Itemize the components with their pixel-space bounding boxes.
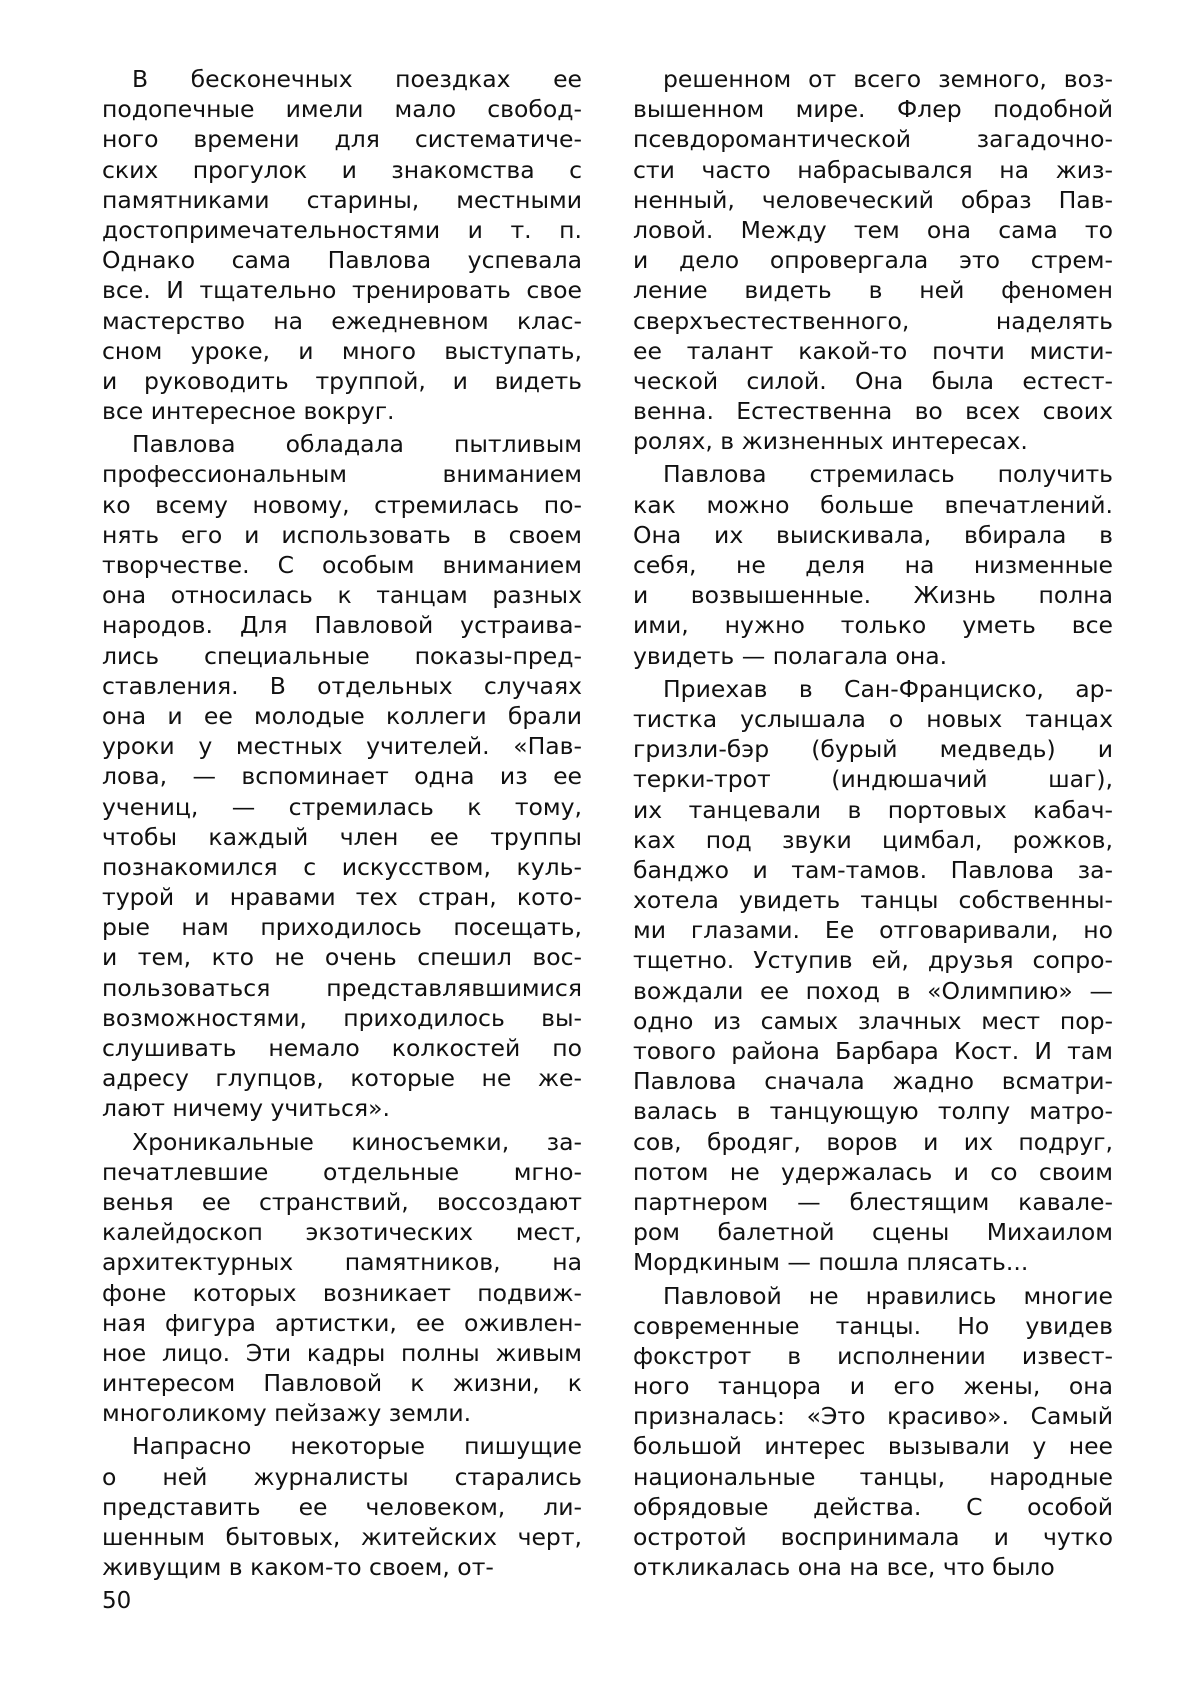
text-line: учениц, — стремилась к тому,	[102, 792, 582, 821]
text-line: и руководить труппой, и видеть	[102, 366, 582, 395]
text-line: В бесконечных поездках ее	[132, 65, 582, 93]
text-line: Мордкиным — пошла плясать...	[633, 1248, 1029, 1277]
text-line: ских прогулок и знакомства с	[102, 155, 582, 184]
text-line: одно из самых злачных мест пор-	[633, 1006, 1113, 1035]
text-line: пользоваться представлявшимися	[102, 973, 582, 1002]
text-line: все. И тщательно тренировать свое	[102, 276, 582, 305]
text-line: ми глазами. Ее отговаривали, но	[633, 916, 1113, 945]
text-line: ролях, в жизненных интересах.	[633, 427, 1028, 456]
text-line: уроки у местных учителей. «Пав-	[102, 732, 582, 761]
text-line: решенном от всего земного, воз-	[663, 65, 1113, 93]
text-line: ненный, человеческий образ Пав-	[633, 185, 1113, 214]
text-line: партнером — блестящим кавале-	[633, 1187, 1113, 1216]
text-line: лова, — вспоминает одна из ее	[102, 762, 582, 791]
text-line: Напрасно некоторые пишущие	[132, 1432, 582, 1461]
text-line: венна. Естественна во всех своих	[633, 397, 1113, 426]
text-line: представить ее человеком, ли-	[102, 1492, 582, 1521]
text-line: потом не удержалась и со своим	[633, 1157, 1113, 1186]
text-line: ках под звуки цимбал, рожков,	[633, 825, 1113, 854]
text-line: венья ее странствий, воссоздают	[102, 1187, 582, 1216]
text-line: ром балетной сцены Михаилом	[633, 1218, 1113, 1247]
text-line: ими, нужно только уметь все	[633, 611, 1113, 640]
text-line: Павлова стремилась получить	[663, 460, 1113, 489]
text-line: ее талант какой-то почти мисти-	[633, 336, 1113, 365]
text-line: памятниками старины, местными	[102, 185, 582, 214]
paragraph	[102, 1431, 582, 1585]
text-line: адресу глупцов, которые не же-	[102, 1064, 582, 1093]
text-line: слушивать немало колкостей по	[102, 1034, 582, 1062]
text-line: печатлевшие отдельные мгно-	[102, 1157, 582, 1186]
text-line: достопримечательностями и т. п.	[102, 215, 582, 244]
text-line: увидеть — полагала она.	[633, 641, 948, 670]
text-line: себя, не деля на низменные	[633, 551, 1113, 579]
text-line: сти часто набрасывался на жиз-	[633, 155, 1113, 184]
text-line: сов, бродяг, воров и их подруг,	[633, 1127, 1113, 1156]
text-line: архитектурных памятников, на	[102, 1248, 582, 1277]
text-line: многоликому пейзажу земли.	[102, 1399, 472, 1428]
paragraph	[633, 64, 1113, 459]
paragraph	[633, 459, 1113, 673]
text-line: интересом Павловой к жизни, к	[102, 1369, 582, 1398]
text-line: она и ее молодые коллеги брали	[102, 701, 582, 730]
text-line: фокстрот в исполнении извест-	[633, 1341, 1113, 1370]
paragraph	[102, 1127, 582, 1432]
text-line: и тем, кто не очень спешил вос-	[102, 943, 582, 972]
text-line: турой и нравами тех стран, кото-	[102, 883, 582, 912]
paragraph	[102, 64, 582, 429]
paragraph	[633, 1281, 1113, 1586]
text-line: призналась: «Это красиво». Самый	[633, 1402, 1113, 1431]
left-column	[102, 64, 582, 1585]
paragraph	[633, 674, 1113, 1281]
text-line: лись специальные показы-пред-	[102, 641, 582, 670]
text-line: и дело опровергала это стрем-	[633, 246, 1113, 275]
text-line: остротой воспринимала и чутко	[633, 1523, 1113, 1551]
text-line: как можно больше впечатлений.	[633, 490, 1113, 519]
right-column	[633, 64, 1113, 1585]
text-line: откликалась она на все, что было	[633, 1553, 1055, 1582]
text-line: чтобы каждый член ее труппы	[102, 822, 582, 851]
text-line: тщетно. Уступив ей, друзья сопро-	[633, 946, 1113, 975]
text-line: нять его и использовать в своем	[102, 520, 582, 549]
text-line: лают ничему учиться».	[102, 1094, 390, 1123]
text-line: подопечные имели мало свобод-	[102, 95, 582, 124]
text-line: творчестве. С особым вниманием	[102, 551, 582, 579]
text-line: о ней журналисты старались	[102, 1462, 582, 1491]
text-line: возможностями, приходилось вы-	[102, 1003, 582, 1032]
text-line: ное лицо. Эти кадры полны живым	[102, 1338, 582, 1367]
text-line: живущим в каком-то своем, от-	[102, 1553, 494, 1582]
text-line: ставления. В отдельных случаях	[102, 671, 582, 700]
text-line: ного времени для систематиче-	[102, 125, 582, 154]
text-line: Павловой не нравились многие	[663, 1281, 1113, 1310]
text-line: Павлова сначала жадно всматри-	[633, 1067, 1113, 1096]
text-line: большой интерес вызывали у нее	[633, 1432, 1113, 1461]
page-number: 50	[102, 1588, 132, 1614]
text-line: ная фигура артистки, ее оживлен-	[102, 1308, 582, 1337]
text-line: валась в танцующую толпу матро-	[633, 1097, 1113, 1126]
text-line: сном уроке, и много выступать,	[102, 336, 582, 365]
text-line: все интересное вокруг.	[102, 397, 395, 426]
text-line: профессиональным вниманием	[102, 460, 582, 489]
text-line: гризли-бэр (бурый медведь) и	[633, 735, 1113, 764]
text-line: мастерство на ежедневном клас-	[102, 306, 582, 335]
text-line: и возвышенные. Жизнь полна	[633, 581, 1113, 610]
text-line: вождали ее поход в «Олимпию» —	[633, 976, 1113, 1005]
text-line: ко всему новому, стремилась по-	[102, 490, 582, 519]
text-line: Приехав в Сан-Франциско, ар-	[663, 674, 1113, 703]
text-line: она относилась к танцам разных	[102, 581, 582, 610]
text-line: калейдоскоп экзотических мест,	[102, 1218, 582, 1247]
text-line: хотела увидеть танцы собственны-	[633, 886, 1113, 915]
text-line: национальные танцы, народные	[633, 1462, 1113, 1491]
text-line: фоне которых возникает подвиж-	[102, 1278, 582, 1307]
text-line: сверхъестественного, наделять	[633, 306, 1113, 335]
text-line: Однако сама Павлова успевала	[102, 246, 582, 275]
text-line: Павлова обладала пытливым	[132, 430, 582, 459]
text-line: современные танцы. Но увидев	[633, 1311, 1113, 1340]
paragraph	[102, 429, 582, 1126]
text-line: псевдоромантической загадочно-	[633, 125, 1113, 154]
text-line: ческой силой. Она была естест-	[633, 366, 1113, 395]
text-line: терки-трот (индюшачий шаг),	[633, 765, 1113, 794]
text-line: тового района Барбара Кост. И там	[633, 1037, 1113, 1065]
text-line: ление видеть в ней феномен	[633, 276, 1113, 305]
text-line: банджо и там-тамов. Павлова за-	[633, 855, 1113, 884]
text-line: обрядовые действа. С особой	[633, 1492, 1113, 1521]
text-line: их танцевали в портовых кабач-	[633, 795, 1113, 824]
text-line: народов. Для Павловой устраива-	[102, 611, 582, 640]
text-line: тистка услышала о новых танцах	[633, 704, 1113, 733]
text-line: Она их выискивала, вбирала в	[633, 520, 1113, 549]
text-line: рые нам приходилось посещать,	[102, 913, 582, 942]
text-line: познакомился с искусством, куль-	[102, 852, 582, 881]
text-line: ного танцора и его жены, она	[633, 1372, 1113, 1401]
text-line: вышенном мире. Флер подобной	[633, 95, 1113, 124]
text-line: ловой. Между тем она сама то	[633, 215, 1113, 244]
text-line: Хроникальные киносъемки, за-	[132, 1127, 582, 1156]
text-line: шенным бытовых, житейских черт,	[102, 1523, 582, 1551]
